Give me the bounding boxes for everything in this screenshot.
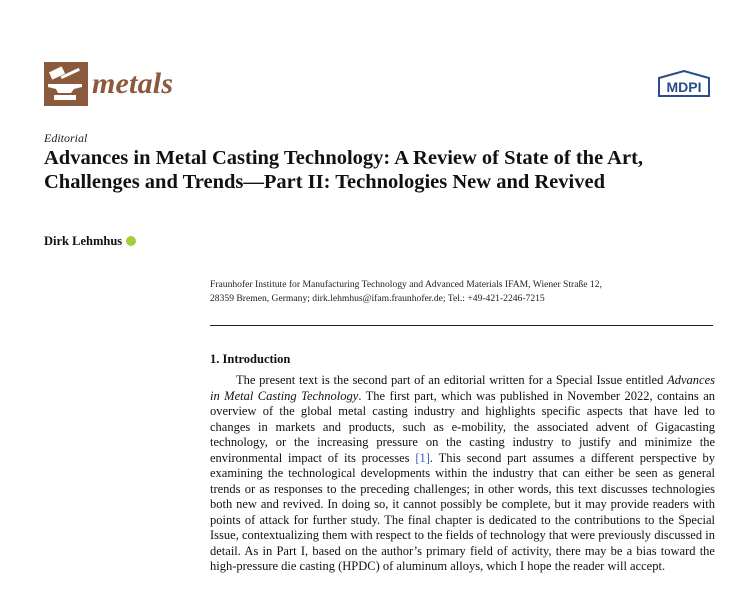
author-line [44,234,136,249]
paragraph-text-2: . The first part, which was published in November 2022, contains an overview of the global metal casting industry and highlights specific aspects that have led to changes in markets and products, such as e-mobility, the associated advent of Gigacasting technology, or the increasing pressure on the casting industry to justify and minimize the environmental impact of its processes [210,388,715,465]
article-title: Advances in Metal Casting Technology: A Review of State of the Art, Challenges and Trends—Part II: Technologies New and Revived [44,147,644,193]
paragraph [210,373,715,575]
body-text [210,373,715,575]
publisher-name: MDPI [666,79,702,95]
section-heading: 1. Introduction [210,352,291,366]
affiliation-line-2: 28359 Bremen, Germany; dirk.lehmhus@ifam.fraunhofer.de; Tel.: +49-421-2246-7215 [210,293,545,304]
article-type: Editorial [44,131,88,145]
publisher-logo [656,70,712,98]
anvil-hammer-icon [44,62,88,106]
paragraph-text-3: . This second part assumes a different perspective by examining the technological developments within the industry that can either be seen as general trends or as responses to the preceding challenges; in other words, this text discusses technologies both new and revived. In doing so, it cannot possibly be complete, but it may provide readers with points of attack for further study. The final chapter is dedicated to the contributions to the Special Issue, contextualizing them with respect to the fields of technology that were previously discussed in detail. As in Part I, based on the author’s primary field of activity, there may be a bias toward the high-pressure die casting (HPDC) of aluminum alloys, which I hope the reader will accept. [210,450,715,573]
journal-logo [44,62,173,106]
paragraph-text-1: The present text is the second part of an editorial written for a Special Issue entitled [236,373,664,387]
special-issue-title: Advances in Metal Casting Technology [210,373,715,403]
journal-name: metals [92,67,174,100]
affiliation-line-1: Fraunhofer Institute for Manufacturing Technology and Advanced Materials IFAM, Wiener Straße 12, [210,279,602,290]
affiliation [210,278,720,306]
orcid-icon[interactable] [126,236,136,246]
author-name: Dirk Lehmhus [44,234,123,248]
reference-link[interactable]: [1] [415,450,430,465]
divider [210,325,713,326]
